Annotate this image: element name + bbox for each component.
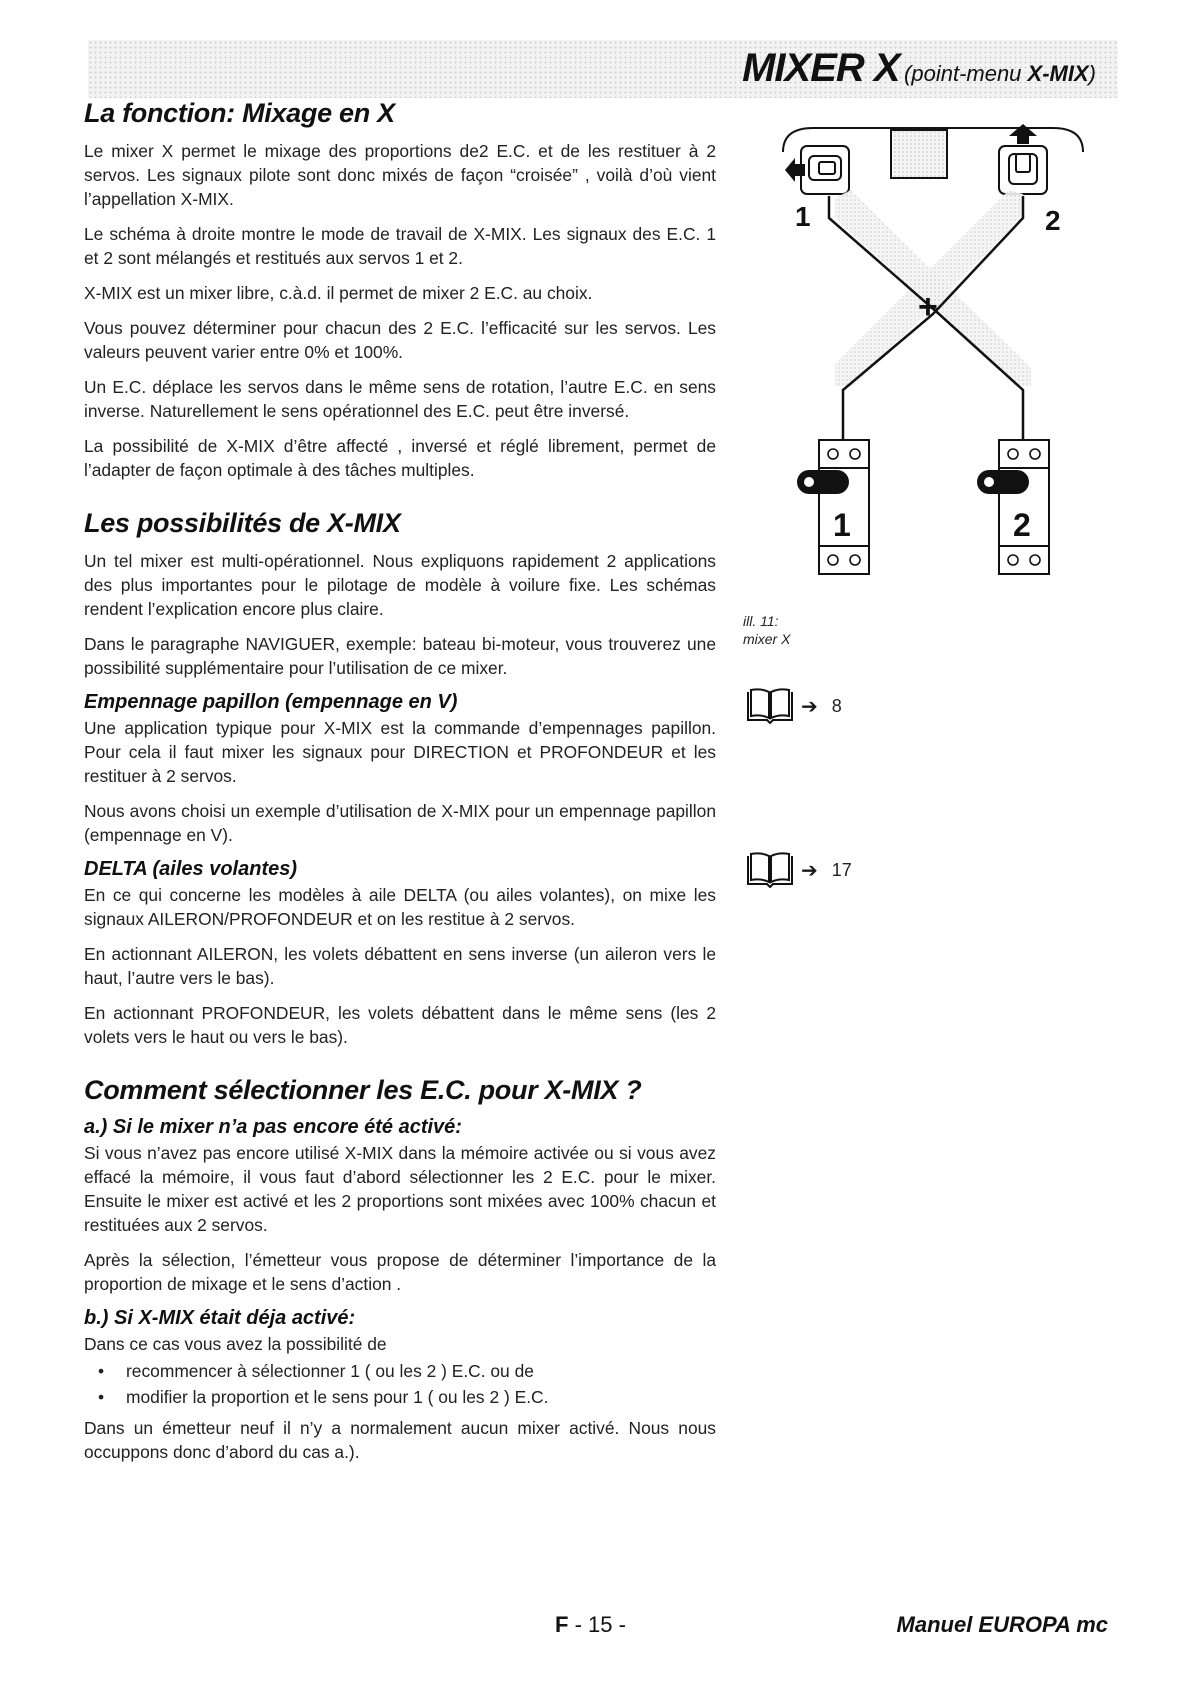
page-reference-17 bbox=[745, 852, 852, 888]
subheading-b: b.) Si X-MIX était déja activé: bbox=[84, 1307, 356, 1329]
header-title-main: MIXER X bbox=[742, 46, 900, 90]
mixer-x-diagram bbox=[773, 118, 1093, 608]
list-item: • modifier la proportion et le sens pour 1 ( ou les 2 ) E.C. bbox=[84, 1384, 716, 1410]
paragraph: En actionnant PROFONDEUR, les volets débattent dans le même sens (les 2 volets vers le haut ou vers le bas). bbox=[84, 1003, 716, 1047]
servo-1-label: 1 bbox=[833, 507, 851, 543]
paragraph: Si vous n’avez pas encore utilisé X-MIX dans la mémoire activée ou si vous avez effacé la mémoire, il vous faut d’abord sélectionner les 2 E.C. pour le mixer. Ensuite le mixer est activé et les 2 proportions sont mixées avec 100% chacun et restituées aux 2 servos. bbox=[84, 1143, 716, 1235]
footer-page-number: F - 15 - bbox=[555, 1612, 626, 1637]
book-icon bbox=[745, 688, 795, 724]
paragraph: Dans ce cas vous avez la possibilité de bbox=[84, 1334, 387, 1354]
stick-2-label: 2 bbox=[1045, 205, 1061, 236]
section-heading-function: La fonction: Mixage en X bbox=[84, 98, 395, 128]
mix-plus-symbol: + bbox=[918, 288, 938, 326]
paragraph: Dans le paragraphe NAVIGUER, exemple: bateau bi-moteur, vous trouverez une possibilité supplémentaire pour l’utilisation de ce mixer. bbox=[84, 634, 716, 678]
paragraph: Le schéma à droite montre le mode de travail de X-MIX. Les signaux des E.C. 1 et 2 sont mélangés et restitués aux servos 1 et 2. bbox=[84, 224, 716, 268]
list-item: • recommencer à sélectionner 1 ( ou les 2 ) E.C. ou de bbox=[84, 1358, 716, 1384]
paragraph: La possibilité de X-MIX d’être affecté , inversé et réglé librement, permet de l’adapter de façon optimale à des tâches multiples. bbox=[84, 436, 716, 480]
subheading-delta: DELTA (ailes volantes) bbox=[84, 858, 298, 880]
stick-1-label: 1 bbox=[795, 201, 811, 232]
page-header-title bbox=[742, 46, 1096, 91]
header-title-sub: (point-menu X-MIX) bbox=[904, 61, 1096, 86]
paragraph: Dans un émetteur neuf il n’y a normalement aucun mixer activé. Nous nous occuppons donc d’abord du cas a.). bbox=[84, 1418, 716, 1462]
paragraph: Vous pouvez déterminer pour chacun des 2 E.C. l’efficacité sur les servos. Les valeurs peuvent varier entre 0% et 100%. bbox=[84, 318, 716, 362]
subheading-a: a.) Si le mixer n’a pas encore été activé: bbox=[84, 1116, 462, 1138]
servo-2-label: 2 bbox=[1013, 507, 1031, 543]
figure-caption: ill. 11: mixer X bbox=[743, 613, 791, 647]
paragraph: X-MIX est un mixer libre, c.à.d. il permet de mixer 2 E.C. au choix. bbox=[84, 283, 593, 303]
arrow-right-icon: ➔ bbox=[801, 859, 818, 882]
paragraph: Nous avons choisi un exemple d’utilisation de X-MIX pour un empennage papillon (empennage en V). bbox=[84, 801, 716, 845]
section-select bbox=[84, 1075, 716, 1464]
subheading-empennage: Empennage papillon (empennage en V) bbox=[84, 691, 458, 713]
book-icon bbox=[745, 852, 795, 888]
bullet-list bbox=[84, 1358, 716, 1410]
section-heading-select: Comment sélectionner les E.C. pour X-MIX ? bbox=[84, 1075, 642, 1105]
paragraph: En actionnant AILERON, les volets débattent en sens inverse (un aileron vers le haut, l’autre vers le bas). bbox=[84, 944, 716, 988]
section-heading-possibilities: Les possibilités de X-MIX bbox=[84, 508, 401, 538]
reference-page: 8 bbox=[831, 695, 842, 716]
paragraph: Un tel mixer est multi-opérationnel. Nous expliquons rapidement 2 applications des plus importantes pour le pilotage de modèle à voilure fixe. Les schémas rendent l’explication encore plus claire. bbox=[84, 551, 716, 619]
paragraph: En ce qui concerne les modèles à aile DELTA (ou ailes volantes), on mixe les signaux AILERON/PROFONDEUR et on les restitue à 2 servos. bbox=[84, 885, 716, 929]
page-reference-8 bbox=[745, 688, 842, 724]
arrow-right-icon: ➔ bbox=[801, 695, 818, 718]
stick-1-icon bbox=[785, 146, 849, 194]
main-column bbox=[84, 98, 716, 1475]
paragraph: Après la sélection, l’émetteur vous propose de déterminer l’importance de la proportion de mixage et le sens d’action . bbox=[84, 1250, 716, 1294]
section-possibilities bbox=[84, 508, 716, 1049]
paragraph: Le mixer X permet le mixage des proportions de2 E.C. et de les restituer à 2 servos. Les signaux pilote sont donc mixés de façon “croisée” , voilà d’où vient l’appellation X-MIX. bbox=[84, 141, 716, 209]
reference-page: 17 bbox=[831, 859, 852, 880]
stick-2-icon bbox=[999, 124, 1047, 194]
paragraph: Une application typique pour X-MIX est la commande d’empennages papillon. Pour cela il faut mixer les signaux pour DIRECTION et PROFONDEUR et les restituer à 2 servos. bbox=[84, 718, 716, 786]
transmitter-display bbox=[891, 130, 947, 178]
paragraph: Un E.C. déplace les servos dans le même sens de rotation, l’autre E.C. en sens inverse. Naturellement le sens opérationnel des E.C. peut être inversé. bbox=[84, 377, 716, 421]
footer-manual-title: Manuel EUROPA mc bbox=[896, 1612, 1108, 1637]
